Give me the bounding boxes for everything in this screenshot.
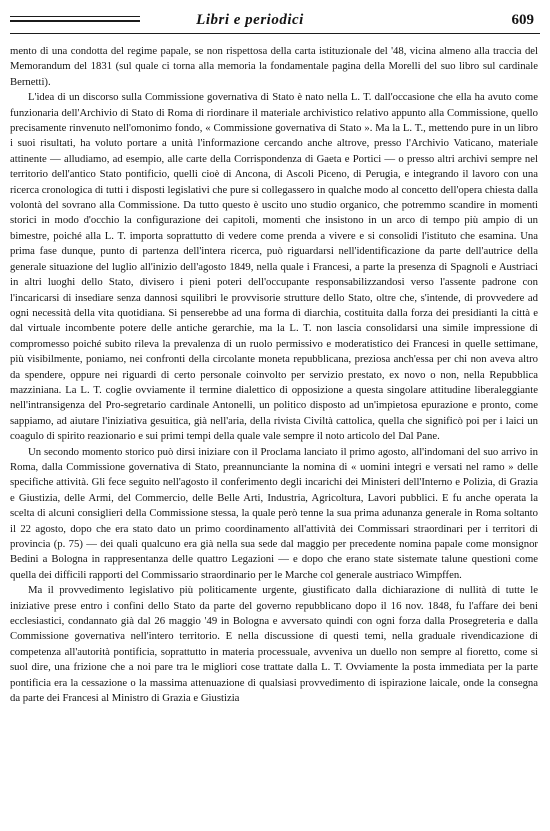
paragraph-1: mento di una condotta del regime papale, se non rispettosa della carta istituzionale del '48, vicina almeno alla traccia del Memorandum del 1831 (sul quale ci torna alla memoria la fondamentale pagina della Morelli del suo libro sul cardinale Bernetti). <box>10 45 538 88</box>
running-header <box>10 12 540 32</box>
header-rule <box>10 33 540 34</box>
page-number: 609 <box>511 12 534 28</box>
paragraph-4: Ma il provvedimento legislativo più politicamente urgente, giustificato dalla dichiarazione di nullità di tutte le iniziative prese entro i confini dello Stato da parte del governo repubblicano dopo il 16 nov. 1848, fu l'affare dei beni ecclesiastici, condannato già dal 26 maggio '49 in Bologna e avversato quindi con ogni forza dalla Prosegreteria e dalla Commissione governativa nell'intero territorio. E nella discussione di questi temi, nella graduale rivendicazione di competenza all'autorità pontificia, soprattutto in materia processuale, avveniva un duello non sempre al fioretto, come si suol dire, una frizione che a noi pare tra le migliori cose trattate dalla L. T. Ovviamente la posta immediata per la parte pontificia era la cessazione o la massima attenuazione di qualsiasi provvedimento di ispirazione laicale, onde la consegna da parte dei Francesi al Ministro di Grazia e Giustizia <box>10 584 538 705</box>
article-body <box>10 44 538 706</box>
paragraph-2: L'idea di un discorso sulla Commissione governativa di Stato è nato nella L. T. dall'occasione che ella ha avuto come funzionaria dell'Archivio di Stato di Roma di riordinare il materiale archivistico relativo appunto alla Commissione, quello precisamente rinvenuto nell'omonimo fondo, « Commissione governativa di Stato ». Ma la L. T., mettendo pure in un libro i suoi risultati, ha voluto portare a unità l'informazione cercando anche altrove, presso l'Archivio Vaticano, materiale attinente — alludiamo, ad esempio, alle carte della Corrispondenza di Gaeta e Portici — o presso altri archivi sempre nel territorio dell'antico Stato pontificio, quelli cioè di Ancona, di Ascoli Piceno, di Perugia, e integrando il lavoro con una ricerca cronologica di tutti i disposti legislativi che pure si collegassero in qualche modo al concetto dell'opera chiesta dalla volontà del sovrano alla Commissione. Da tutto questo è uscito uno studio organico, che potremmo scandire in momenti storici in modo d'occhio la configurazione dei capitoli, momenti che insistono in un arco di tempo più ampio di un bimestre, poiché alla L. T. importa soprattutto di vedere come prenda a vivere e si consolidi l'istituto che esamina. Una prima fase dunque, punto di partenza dell'intera ricerca, può riguardarsi nell'identificazione da parte dell'autrice della generale situazione del luglio all'inizio dell'agosto 1849, nella quale i Francesi, a parte la presenza di Spagnoli e Austriaci in altri luoghi dello Stato, divisero i pieni poteri dell'occupante responsabilizzandosi verso l'assente padrone con l'incaricarsi di insediare senza dannosi squilibri le provvisorie strutture dello Stato, oltre che, s'intende, di provvedere ad ogni necessità della vita quotidiana. Si penserebbe ad una forma di diarchia, costituita dalla forza dei presidianti la città e dal virtuale incombente potere delle antiche gerarchie, ma la L. T. non lascia consolidarsi una simile impressione di compromesso poiché subito rileva la prevalenza di un ruolo permissivo e moderatistico dei Francesi in quelle settimane, più visibilmente, poniamo, nei confronti della circolante moneta repubblicana, preziosa anch'essa per chi non aveva altro da spendere, oppure nei riguardi di certo personale coinvolto per servizio prestato, ex novo o non, nella Repubblica mazziniana. La L. T. coglie ovviamente il termine dialettico di opposizione a questa singolare attitudine liberaleggiante nell'intransigenza del Pro-segretario cardinale Antonelli, un politico disposto ad un'impietosa epurazione e pronto, come sappiamo, ad aiutare l'iniziativa gesuitica, già nell'aria, della rivista Civiltà cattolica, quella che significò poi per i laici un coagulo di spirito reazionario e sui primi tempi della quale vale sempre il noto articolo del Dal Pane. <box>10 91 538 443</box>
paragraph-3: Un secondo momento storico può dirsi iniziare con il Proclama lanciato il primo agosto, all'indomani del suo arrivo in Roma, dalla Commissione governativa di Stato, preannunciante la nomina di « uomini integri e versati nel ramo » delle specifiche attività. Gli fece seguito nell'agosto il conferimento degli incarichi dei Ministeri dell'Interno e Polizia, di Grazia e Giustizia, delle Armi, del Commercio, delle Belle Arti, Industria, Agricoltura, Lavori pubblici. E fu anche operata la scelta di alcuni consiglieri della Commissione stessa, la quale però tenne la sua prima adunanza generale in Roma soltanto il 22 agosto, dopo che era stato dato un primo coordinamento all'attività dei Commissari straordinari per i territori di provincia (p. 75) — dei quali qualcuno era già nella sua sede dal maggio per precedente nomina papale come monsignor Bedini a Bologna in rappresentanza delle quattro Legazioni — e dopo che erano state sistemate talune questioni come quella dei difficili rapporti del Commissario straordinario per le Marche col generale austriaco Wimpffen. <box>10 445 538 581</box>
section-title: Libri e periodici <box>196 12 304 28</box>
